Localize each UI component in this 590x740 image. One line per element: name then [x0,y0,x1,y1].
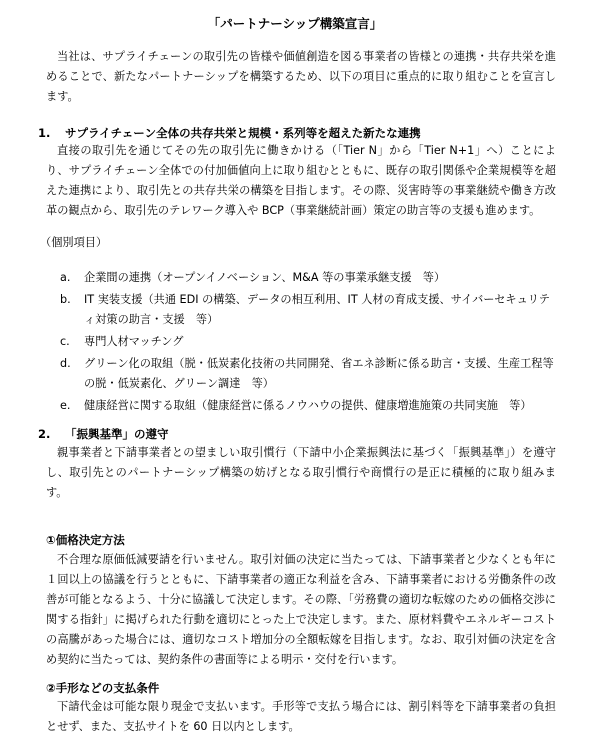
list-item [60,332,560,352]
section-1-body: 直接の取引先を通じてその先の取引先に働きかける（「Tier N」から「Tier N+1」へ）ことにより、サプライチェーン全体での付加価値向上に取り組むとともに、既存の取引関係や企業規模等を超えた連携により、取引先との共存共栄の構築を目指します。その際、災害時等の事業継続や働き方改革の観点から、取引先のテレワーク導入や BCP（事業継続計画）策定の助言等の支援も進めます。 [46,144,556,217]
item-text: 企業間の連携（オープンイノベーション、M&A 等の事業承継支援 等） [84,271,446,284]
subsection-price-body: 不合理な原価低減要請を行いません。取引対価の決定に当たっては、下請事業者と少なくとも年に１回以上の協議を行うとともに、下請事業者の適正な利益を含み、下請事業者における労働条件の改善が可能となるよう、十分に協議して決定します。その際、「労務費の適切な転嫁のための価格交渉に関する指針」に掲げられた行動を適切にとった上で決定します。また、原材料費やエネルギーコストの高騰があった場合には、適切なコスト増加分の全額転嫁を目指します。なお、取引対価の決定を含め契約に当たっては、契約条件の書面等による明示・交付を行います。 [46,553,556,666]
list-item [60,268,560,288]
item-text: 専門人材マッチング [84,335,184,348]
subsection-payment-body: 下請代金は可能な限り現金で支払います。手形等で支払う場合には、割引料等を下請事業者の負担とせず、また、支払サイトを 60 日以内とします。 [46,700,556,733]
item-marker: e. [60,399,71,412]
intro-paragraph: 当社は、サプライチェーンの取引先の皆様や価値創造を図る事業者の皆様との連携・共存共栄を進めることで、新たなパートナーシップを構築するため、以下の項目に重点的に取り組むことを宣言します。 [46,50,556,103]
list-item [60,354,560,394]
item-marker: a. [60,271,71,284]
list-item [60,290,560,330]
item-text: 健康経営に関する取組（健康経営に係るノウハウの提供、健康増進施策の共同実施 等） [84,399,532,412]
section-1-number: 1. [38,126,51,140]
section-2-body: 親事業者と下請事業者との望ましい取引慣行（下請中小企業振興法に基づく「振興基準」）を遵守し、取引先とのパートナーシップ構築の妨げとなる取引慣行や商慣行の是正に積極的に取り組みます。 [46,446,556,499]
item-marker: c. [60,335,70,348]
section-1-title: サプライチェーン全体の共存共栄と規模・系列等を超えた新たな連携 [65,126,421,140]
document-title: 「パートナーシップ構築宣言」 [207,16,383,31]
section-2-number: 2. [38,427,51,441]
item-list [60,268,560,418]
section-2-title: 「振興基準」の遵守 [65,427,169,441]
item-marker: b. [60,293,71,306]
item-text: IT 実装支援（共通 EDI の構築、データの相互利用、IT 人材の育成支援、サイバーセキュリティ対策の助言・支援 等） [84,293,550,326]
subsection-price-heading: ①価格決定方法 [46,533,125,547]
section-2-heading [38,424,169,444]
item-text: グリーン化の取組（脱・低炭素化技術の共同開発、省エネ診断に係る助言・支援、生産工程等の脱・低炭素化、グリーン調達 等） [84,357,554,390]
items-label: （個別項目） [40,236,108,249]
item-marker: d. [60,357,71,370]
list-item [60,396,560,416]
subsection-payment-heading: ②手形などの支払条件 [46,681,160,695]
section-1-heading [38,123,421,143]
